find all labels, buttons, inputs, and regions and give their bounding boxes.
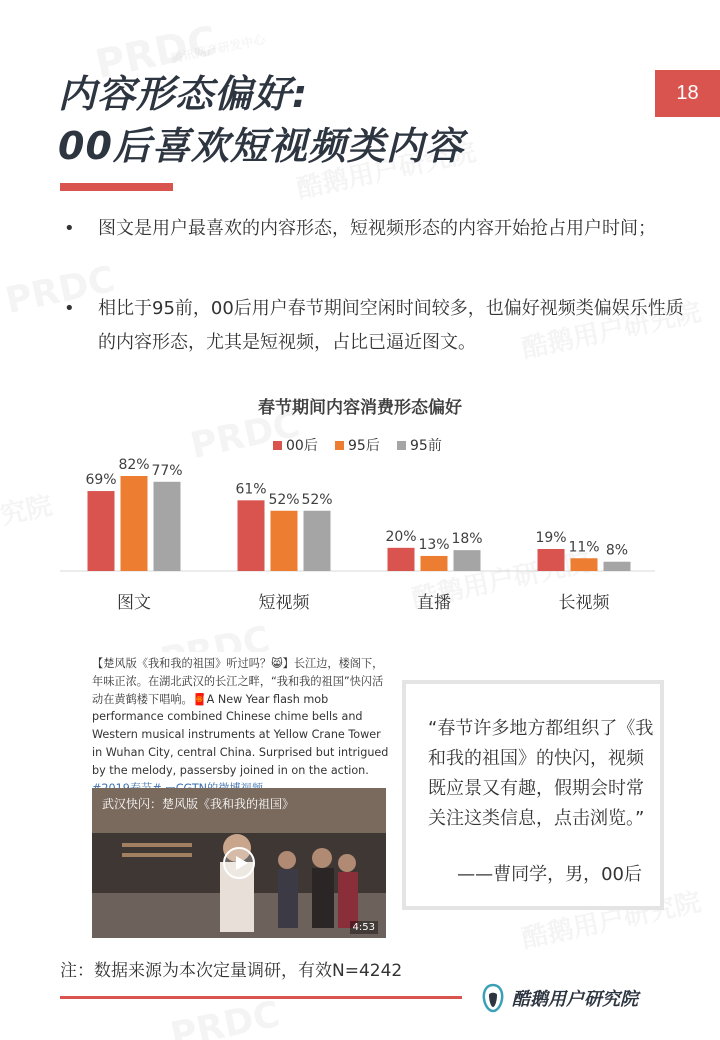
bar-95前-长视频 (604, 562, 631, 571)
legend-label-95后: 95后 (348, 438, 380, 454)
bullet-text-2: 相比于95前，00后用户春节期间空闲时间较多，也偏好视频类偏娱乐性质的内容形态，尤其是短视频，占比已逼近图文。 (98, 298, 684, 353)
data-label-95前-短视频: 52% (301, 491, 333, 508)
footer-brand-name: 酷鹅用户研究院 (512, 989, 638, 1010)
category-label-长视频: 长视频 (558, 593, 610, 613)
page-title-line1: 内容形态偏好: (58, 72, 309, 116)
data-label-95后-直播: 13% (418, 536, 450, 553)
video-duration: 4:53 (350, 921, 378, 934)
bar-95前-短视频 (304, 511, 331, 571)
data-label-00后-长视频: 19% (535, 529, 567, 546)
bar-00后-图文 (88, 491, 115, 571)
bullet-dot: • (64, 218, 75, 239)
chart-title: 春节期间内容消费形态偏好 (258, 398, 462, 418)
legend-swatch-00后 (273, 441, 282, 450)
data-label-00后-直播: 20% (385, 528, 417, 545)
bar-chart (60, 385, 660, 620)
data-label-95后-图文: 82% (118, 457, 150, 473)
bar-95后-直播 (421, 556, 448, 571)
legend-label-00后: 00后 (286, 438, 318, 454)
watermark-sub-top (169, 30, 266, 67)
data-label-00后-短视频: 61% (235, 481, 267, 498)
page-title-line2: 00后喜欢短视频类内容 (58, 124, 464, 168)
category-label-短视频: 短视频 (258, 593, 310, 613)
legend-swatch-95后 (335, 441, 344, 450)
data-label-95后-长视频: 11% (568, 539, 600, 556)
footer-logo (480, 982, 670, 1014)
legend-label-95前: 95前 (410, 438, 442, 454)
bar-95后-长视频 (571, 558, 598, 571)
data-label-00后-图文: 69% (85, 472, 117, 489)
video-title: 武汉快闪：楚风版《我和我的祖国》 (102, 797, 295, 811)
bar-95后-短视频 (271, 511, 298, 571)
category-label-图文: 图文 (117, 593, 151, 613)
title-underline (60, 183, 173, 191)
bullet-item-1 (64, 212, 684, 246)
bar-95前-直播 (454, 550, 481, 571)
video-player[interactable] (92, 788, 386, 938)
page-title (58, 68, 464, 172)
watermark-prdc-bottom (167, 994, 284, 1040)
category-label-直播: 直播 (417, 593, 451, 613)
play-icon[interactable] (223, 847, 255, 879)
bar-95后-图文 (121, 476, 148, 571)
penguin-logo-icon (480, 983, 506, 1013)
quote-box (402, 680, 664, 910)
data-label-95前-图文: 77% (151, 462, 183, 479)
bar-00后-长视频 (538, 549, 565, 571)
bullet-dot: • (64, 298, 75, 319)
weibo-post-body: 【楚风版《我和我的祖国》听过吗？😸】长江边，楼阁下，年味正浓。在湖北武汉的长江之畔，“我和我的祖国”快闪活动在黄鹤楼下唱响。🧧A New Year flash mob performance combined Chinese chime bells and Western musical instruments at Yellow Crane Tower in Wuhan City, central China. Surprised but intrigued by the melody, passersby joined in on the action. (92, 657, 389, 777)
page-number: 18 (655, 70, 720, 117)
bullet-item-2 (64, 292, 684, 360)
weibo-post-text (92, 655, 392, 797)
data-label-95后-短视频: 52% (268, 491, 300, 508)
quote-text: “春节许多地方都组织了《我和我的祖国》的快闪，视频既应景又有趣，假期会时常关注这类信息，点击浏览。” (428, 718, 654, 829)
weibo-post-card (82, 652, 396, 940)
bar-00后-直播 (388, 548, 415, 571)
bullet-text-1: 图文是用户最喜欢的内容形态，短视频形态的内容开始抢占用户时间； (98, 218, 656, 239)
bar-00后-短视频 (238, 500, 265, 571)
data-label-95前-直播: 18% (451, 531, 483, 548)
footer-divider (60, 996, 462, 999)
legend-swatch-95前 (397, 441, 406, 450)
quote-author: ——曹同学，男，00后 (457, 864, 642, 885)
data-label-95前-长视频: 8% (605, 542, 629, 559)
bar-95前-图文 (154, 482, 181, 571)
footnote: 注：数据来源为本次定量调研，有效N=4242 (60, 961, 403, 981)
watermark-fragment (0, 485, 55, 532)
